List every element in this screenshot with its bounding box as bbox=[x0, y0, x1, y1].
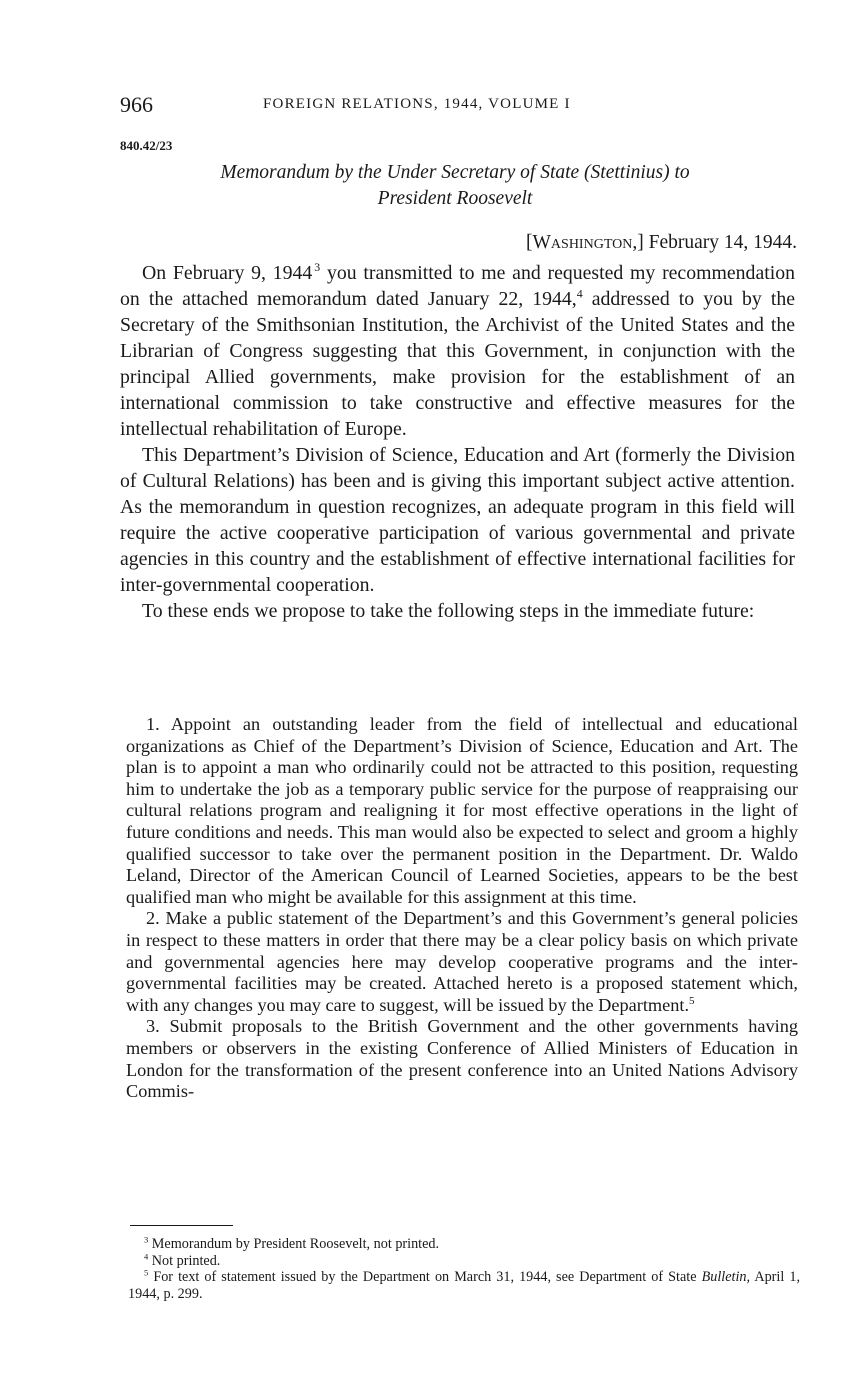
paragraph-1-part-b: you transmitted to me and requested my recommendation on the attached memorandum dated January 22, 1944, bbox=[120, 262, 795, 310]
paragraph-3: To these ends we propose to take the following steps in the immediate future: bbox=[142, 600, 755, 622]
document-title bbox=[120, 160, 790, 212]
footnote-ref-5: 5 bbox=[689, 994, 695, 1007]
footnote-5-bulletin: Bulletin, bbox=[701, 1269, 751, 1286]
dateline-place: [Washington,] bbox=[526, 232, 644, 253]
footnotes bbox=[128, 1236, 800, 1302]
running-title: FOREIGN RELATIONS, 1944, VOLUME I bbox=[263, 96, 571, 112]
file-number: 840.42/23 bbox=[120, 138, 173, 153]
footnote-4-text: Not printed. bbox=[148, 1252, 221, 1269]
proposed-steps bbox=[126, 714, 798, 1103]
footnote-3-text: Memorandum by President Roosevelt, not printed. bbox=[148, 1236, 440, 1252]
footnote-5-text-a: For text of statement issued by the Department on March 31, 1944, see Department of State bbox=[148, 1269, 702, 1286]
footnote-ref-4: 4 bbox=[576, 286, 583, 301]
memorandum-body bbox=[120, 260, 795, 624]
dateline bbox=[526, 232, 797, 254]
footnote-5-text-b: April 1, 1944, p. 299. bbox=[128, 1269, 800, 1302]
step-2-text: 2. Make a public statement of the Department’s and this Government’s general policies in respect to these matters in order that there may be a clear policy basis on which private and governmental agencies here may develop cooperative programs and the inter-governmental facilities may be created. Attached hereto is a proposed statement which, with any changes you may care to suggest, will be issued by the Department. bbox=[126, 908, 798, 1015]
step-2 bbox=[126, 908, 798, 1016]
page-number: 966 bbox=[120, 92, 153, 117]
dateline-date: February 14, 1944. bbox=[648, 232, 797, 253]
paragraph-1 bbox=[120, 260, 795, 442]
footnote-ref-3: 3 bbox=[314, 260, 321, 275]
footnote-divider bbox=[130, 1225, 233, 1226]
title-line-2: President Roosevelt bbox=[377, 188, 533, 209]
footnote-5-mark: 5 bbox=[144, 1267, 149, 1278]
paragraph-2: This Department’s Division of Science, Education and Art (formerly the Division of Cultural Relations) has been and is giving this important subject active attention. As the memorandum in question recognizes, an adequate program in this field will require the active cooperative participation of various governmental and private agencies in this country and the establishment of effective international facilities for inter-governmental cooperation. bbox=[120, 444, 795, 596]
step-3: 3. Submit proposals to the British Government and the other governments having members or observers in the existing Conference of Allied Ministers of Education in London for the transformation of the present conference into an United Nations Advisory Commis- bbox=[126, 1016, 798, 1102]
running-head bbox=[120, 92, 800, 122]
footnote-3 bbox=[128, 1236, 800, 1253]
step-1: 1. Appoint an outstanding leader from the field of intellectual and educational organizations as Chief of the Department’s Division of Science, Education and Art. The plan is to appoint a man who ordinarily could not be attracted to this position, requesting him to undertake the job as a temporary public service for the purpose of reappraising our cultural relations program and realigning it for most effective operations in the light of future conditions and needs. This man would also be expected to select and groom a highly qualified successor to take over the permanent position in the Department. Dr. Waldo Leland, Director of the American Council of Learned Societies, appears to be the best qualified man who might be available for this assignment at this time. bbox=[126, 714, 798, 907]
footnote-4 bbox=[128, 1250, 800, 1270]
footnote-5 bbox=[128, 1269, 800, 1302]
title-line-1: Memorandum by the Under Secretary of State (Stettinius) to bbox=[220, 162, 690, 183]
footnote-4-mark: 4 bbox=[144, 1250, 149, 1261]
paragraph-1-part-c: addressed to you by the Secretary of the Smithsonian Institution, the Archivist of the United States and the Librarian of Congress suggesting that this Government, in conjunction with the principal Allied governments, make provision for the establishment of an international commission to take constructive and effective measures for the intellectual rehabilitation of Europe. bbox=[120, 288, 796, 440]
paragraph-1-part-a: On February 9, 1944 bbox=[142, 262, 313, 284]
footnote-3-mark: 3 bbox=[144, 1234, 149, 1245]
